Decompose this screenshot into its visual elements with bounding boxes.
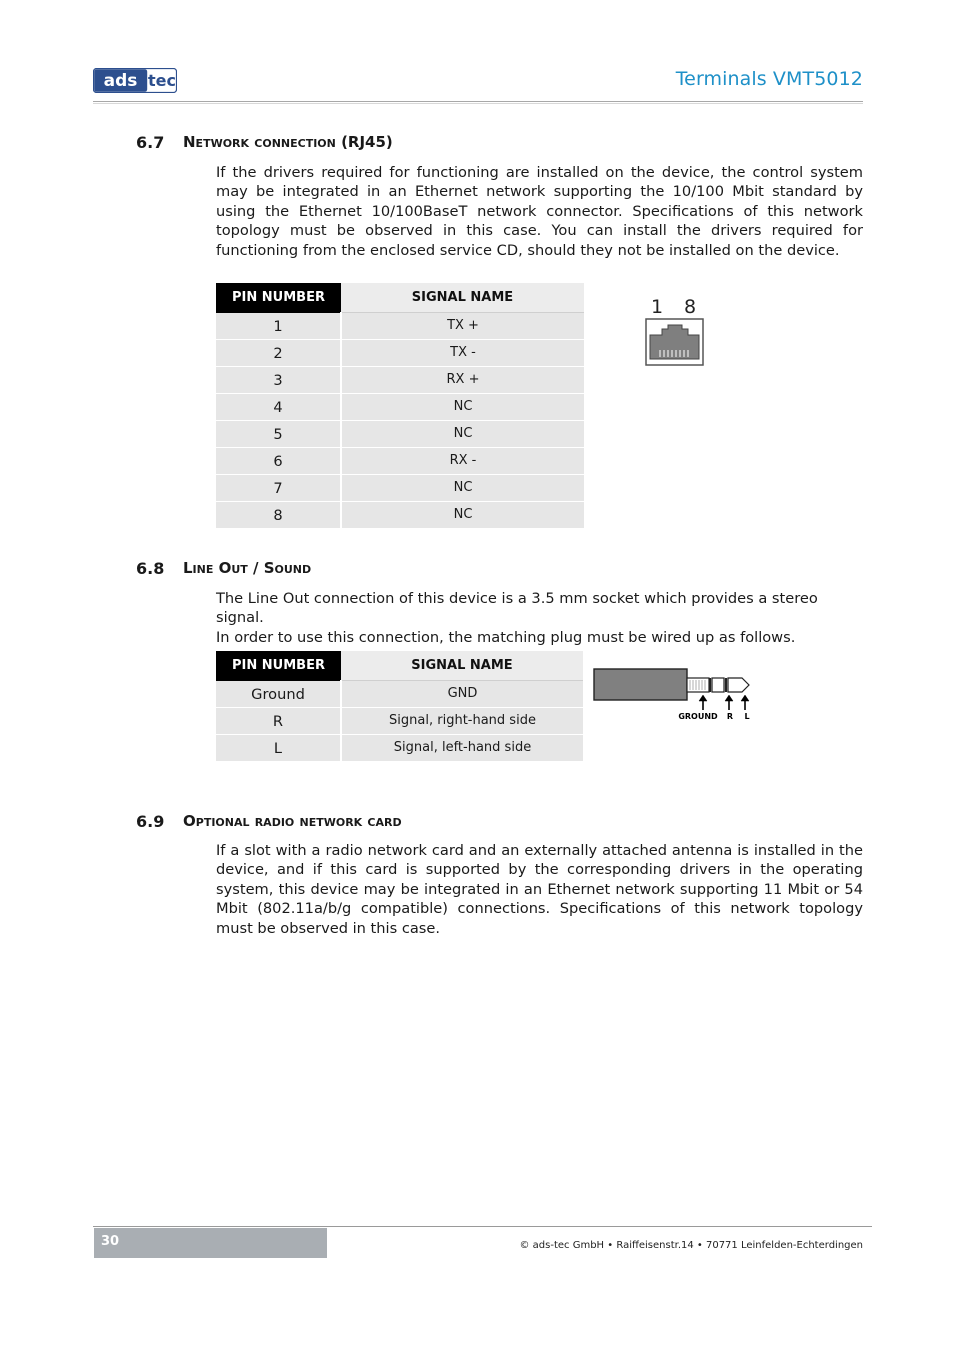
left-label: L — [744, 712, 750, 721]
pin-1-label: 1 — [650, 296, 664, 318]
table-row — [216, 734, 583, 761]
pin-cell: 3 — [216, 366, 341, 393]
ground-label: GROUND — [678, 712, 718, 721]
header-divider — [93, 101, 863, 102]
table-row — [216, 501, 584, 528]
signal-cell: NC — [341, 474, 584, 501]
pin-cell: 8 — [216, 501, 341, 528]
pin-cell: 6 — [216, 447, 341, 474]
audio-jack-plug-figure — [592, 666, 760, 722]
table-row — [216, 393, 584, 420]
pin-8-label: 8 — [683, 296, 697, 318]
table-row — [216, 313, 584, 340]
table-header-row — [216, 651, 583, 681]
table-row — [216, 339, 584, 366]
signal-cell: Signal, left-hand side — [341, 734, 583, 761]
column-header: SIGNAL NAME — [341, 283, 584, 313]
ads-tec-logo — [93, 68, 177, 93]
rj45-socket-figure — [640, 292, 710, 370]
signal-cell: RX - — [341, 447, 584, 474]
pin-cell: L — [216, 734, 341, 761]
section-title: Optional radio network card — [183, 812, 402, 830]
section-paragraph: If a slot with a radio network card and an externally attached antenna is installed in the device, and if this card is supported by the corresponding drivers in the operating system, this device may be integrated in an Ethernet network supporting 11 Mbit or 54 Mbit (802.11a/b/g compatible) connections. Specifications of this network topology must be observed in this case. — [216, 842, 863, 937]
signal-cell: NC — [341, 501, 584, 528]
paragraph-line: In order to use this connection, the matching plug must be wired up as follows. — [216, 628, 796, 646]
table-row — [216, 681, 583, 708]
page-number: 30 — [101, 1234, 120, 1249]
signal-cell: TX - — [341, 339, 584, 366]
footer-company-line: © ads-tec GmbH • Raiffeisenstr.14 • 70771 Leinfelden-Echterdingen — [519, 1240, 863, 1251]
signal-cell: Signal, right-hand side — [341, 707, 583, 734]
table-row — [216, 420, 584, 447]
rj45-pin-table — [216, 283, 584, 529]
pin-cell: 5 — [216, 420, 341, 447]
footer-divider — [93, 1226, 872, 1227]
plug-ring — [712, 678, 724, 692]
plug-tip — [728, 678, 749, 692]
pin-cell: 1 — [216, 313, 341, 340]
table-header-row — [216, 283, 584, 313]
signal-arrows — [699, 695, 749, 710]
section-title: Line Out / Sound — [183, 559, 312, 577]
table-row — [216, 474, 584, 501]
page-number-box — [94, 1228, 327, 1258]
pin-cell: Ground — [216, 681, 341, 708]
pin-cell: R — [216, 707, 341, 734]
table-row — [216, 447, 584, 474]
pin-cell: 2 — [216, 339, 341, 366]
column-header: PIN NUMBER — [216, 283, 341, 313]
plug-body — [594, 669, 687, 700]
section-number: 6.9 — [136, 812, 165, 831]
header-divider-shadow — [93, 103, 863, 104]
section-paragraph: If the drivers required for functioning are installed on the device, the control system may be integrated in an Ethernet network supporting the 10/100 Mbit standard by using the Ethernet 10/100BaseT network connector. Specifications of this network topology must be observed in this case. You can install the drivers required for functioning from the enclosed service CD, should they not be installed on the device. — [216, 164, 863, 259]
signal-cell: RX + — [341, 366, 584, 393]
pin-cell: 4 — [216, 393, 341, 420]
signal-cell: NC — [341, 420, 584, 447]
document-title: Terminals VMT5012 — [675, 68, 863, 90]
signal-cell: NC — [341, 393, 584, 420]
table-row — [216, 366, 584, 393]
line-out-pin-table — [216, 651, 583, 762]
section-number: 6.8 — [136, 559, 165, 578]
pin-cell: 7 — [216, 474, 341, 501]
table-row — [216, 707, 583, 734]
column-header: PIN NUMBER — [216, 651, 341, 681]
paragraph-line: The Line Out connection of this device is a 3.5 mm socket which provides a stereo signal. — [216, 590, 818, 627]
logo-tec-text: tec — [148, 71, 176, 90]
signal-cell: GND — [341, 681, 583, 708]
right-label: R — [726, 712, 734, 721]
section-title: Network connection (RJ45) — [183, 133, 393, 151]
section-number: 6.7 — [136, 133, 165, 152]
section-paragraph — [216, 589, 863, 647]
column-header: SIGNAL NAME — [341, 651, 583, 681]
logo-ads-text: ads — [103, 71, 138, 91]
signal-cell: TX + — [341, 313, 584, 340]
